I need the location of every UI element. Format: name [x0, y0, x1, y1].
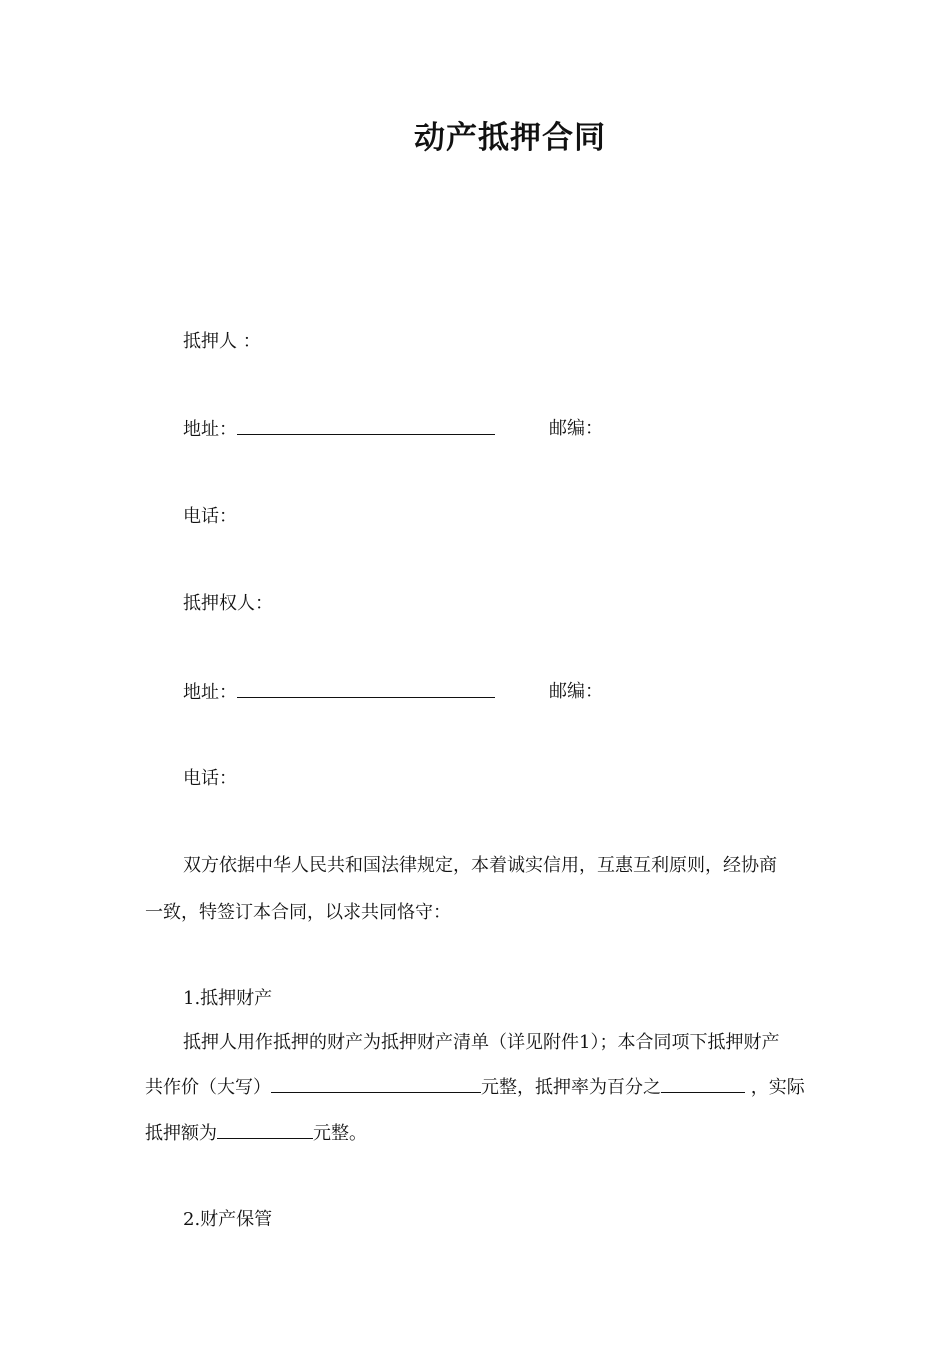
- document-title: 动产抵押合同: [414, 120, 606, 156]
- section-1-line-1: 抵押人用作抵押的财产为抵押财产清单（详见附件1）；本合同项下抵押财产: [183, 1032, 780, 1053]
- section-1-heading: 1.抵押财产: [183, 988, 273, 1009]
- amount-suffix: 元整。: [313, 1123, 367, 1144]
- mortgagee-address-label: 地址：: [183, 682, 237, 703]
- mortgagor-address-row: [183, 416, 495, 443]
- mortgagor-address-blank[interactable]: [237, 416, 495, 435]
- section-2-heading: 2.财产保管: [183, 1209, 273, 1230]
- preamble-line-2: 一致，特签订本合同，以求共同恪守：: [145, 902, 451, 923]
- price-label: 共作价（大写）: [145, 1077, 271, 1098]
- mortgagee-label: 抵押权人：: [183, 593, 273, 614]
- section-1-line-3: [145, 1120, 367, 1147]
- mortgagee-address-row: [183, 679, 495, 706]
- preamble-line-1: 双方依据中华人民共和国法律规定，本着诚实信用，互惠互利原则，经协商: [183, 855, 777, 876]
- rate-label: 元整，抵押率为百分之: [481, 1077, 661, 1098]
- rate-blank[interactable]: [661, 1074, 745, 1093]
- mortgagee-postcode-label: 邮编：: [549, 681, 603, 702]
- mortgagor-postcode-label: 邮编：: [549, 418, 603, 439]
- actual-label: ，实际: [745, 1077, 805, 1098]
- mortgagee-phone-label: 电话：: [183, 768, 237, 789]
- mortgagor-address-label: 地址：: [183, 419, 237, 440]
- mortgagor-phone-label: 电话：: [183, 506, 237, 527]
- amount-blank[interactable]: [217, 1120, 313, 1139]
- amount-label: 抵押额为: [145, 1123, 217, 1144]
- mortgagee-address-blank[interactable]: [237, 679, 495, 698]
- mortgagor-label: 抵押人 ：: [183, 331, 261, 352]
- price-blank[interactable]: [271, 1074, 481, 1093]
- section-1-line-2: [145, 1074, 805, 1101]
